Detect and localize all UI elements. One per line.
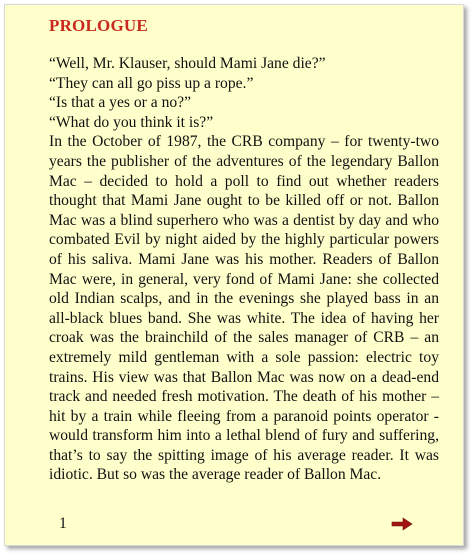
arrow-right-icon[interactable] xyxy=(391,517,413,531)
chapter-title: PROLOGUE xyxy=(49,16,148,35)
page-number: 1 xyxy=(59,515,67,532)
narrative-paragraph: In the October of 1987, the CRB company – for twenty-two years the publisher of the adventures of the legendary Ballon Mac – decided to hold a poll to find out whether readers thought that Mami Jane ought to be killed off or not. Ballon Mac was a blind superhero who was a dentist by day and who combated Evil by night aided by the highly particular powers of his saliva. Mami Jane was his mother. Readers of Ballon Mac were, in general, very fond of Mami Jane: she collected old Indian scalps, and in the evenings she played bass in an all-black blues band. She was white. The idea of having her croak was the brainchild of the sales manager of CRB – an extremely mild gentleman with a sole passion: electric toy trains. His view was that Ballon Mac was now on a dead-end track and needed fresh motivation. The death of his mother – hit by a train while fleeing from a paranoid points operator - would transform him into a lethal blend of fury and suffering, that’s to say the spitting image of his average reader. It was idiotic. But so was the average reader of Ballon Mac. xyxy=(49,133,439,484)
book-page xyxy=(4,4,464,546)
dialogue-line-4: “What do you think it is?” xyxy=(49,113,214,131)
page-content xyxy=(49,54,439,485)
dialogue-line-1: “Well, Mr. Klauser, should Mami Jane die?” xyxy=(49,55,326,72)
dialogue-line-2: “They can all go piss up a rope.” xyxy=(49,74,254,92)
dialogue-line-3: “Is that a yes or a no?” xyxy=(49,94,192,112)
